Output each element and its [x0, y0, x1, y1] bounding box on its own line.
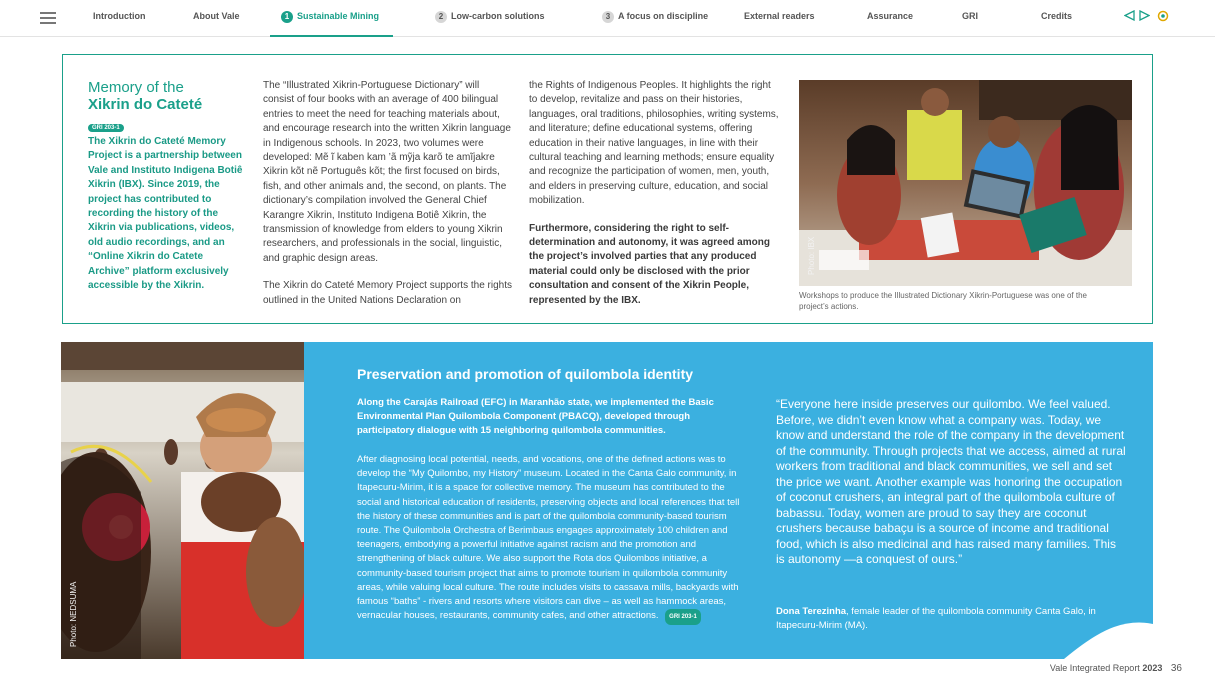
- memory-title-line2: Xikrin do Cateté: [88, 96, 203, 113]
- gri-label: GRI 203-1: [88, 124, 124, 132]
- nav-label: Introduction: [93, 11, 146, 21]
- next-page-icon[interactable]: [1139, 10, 1150, 24]
- previous-page-icon[interactable]: [1124, 10, 1135, 24]
- quilombola-lead: Along the Carajás Railroad (EFC) in Maranhão state, we implemented the Basic Environmental Plan Quilombola Component (PBACQ), developed through participatory dialogue with 15 neighboring quilombola communities.: [357, 397, 714, 437]
- quilombola-title: Preservation and promotion of quilombola identity: [357, 366, 694, 382]
- quilombola-panel: [304, 342, 1153, 659]
- nav-assurance[interactable]: [867, 11, 913, 21]
- page-number: 36: [1170, 663, 1182, 674]
- decorative-wave: [304, 342, 1153, 659]
- menu-icon[interactable]: [40, 12, 56, 24]
- paragraph: the Rights of Indigenous Peoples. It highlights the right to develop, revitalize and pass on their histories, languages, oral traditions, philosophies, writing systems, and literature; define educational systems, offering education in their native languages, in line with their cultural teaching and learning methods; ensure equality and recognize the participation of women, men, youth, and elders in preserving culture, education, and social mobilization.: [529, 80, 779, 207]
- nav-low-carbon-solutions[interactable]: [435, 11, 545, 23]
- chapter-number: 3: [602, 11, 614, 23]
- report-name: Vale Integrated Report: [1049, 663, 1140, 673]
- testimonial-quote: “Everyone here inside preserves our quilombo. We feel valued. Before, we didn’t even know what a company was. Today, we know and understand the role of the company in the development of the community. Through projects that we access, aimed at rural workers from traditional and black communities, we sell and set the price we want. Another example was honoring the occupation of coconut crushers, an integral part of the quilombola culture of babassu. Today, women are proud to say they are coconut crushers because babaçu is a source of income and traditional food, which is also medicinal and has raised many families. This is autonomy —a conquest of ours.”: [776, 397, 1126, 566]
- nav-gri[interactable]: [962, 11, 978, 21]
- workshop-photo-illustration: [799, 80, 1132, 286]
- nav-label: Credits: [1041, 11, 1073, 21]
- nav-label: Assurance: [867, 11, 914, 21]
- chapter-number: 1: [281, 11, 293, 23]
- memory-column-1: [263, 79, 513, 321]
- author-role: , female leader of the quilombola community Canta Galo, in Itapecuru-Mirim (MA).: [776, 606, 1096, 631]
- nav-label: About Vale: [193, 11, 240, 21]
- page-footer: [1050, 663, 1182, 674]
- memory-section: [62, 54, 1153, 324]
- top-navigation: [0, 0, 1215, 37]
- chapter-number: 2: [435, 11, 447, 23]
- nav-introduction[interactable]: [93, 11, 146, 21]
- nav-sustainable-mining[interactable]: [281, 11, 379, 23]
- memory-title-line1: Memory of the: [88, 79, 184, 96]
- active-tab-indicator: [270, 35, 393, 37]
- quilombola-body-text: After diagnosing local potential, needs, and vocations, one of the defined actions was to develop the “My Quilombo, my History” museum. Located in the Canta Galo community, in Itapecuru-Mirim, it is a space for collective memory. The museum has contributed to the social and historical education of residents, preserving objects and local references that tell the history of these communities and is part of the quilombola community-based tourism route. The Quilombola Orchestra of Berimbaus engages approximately 100 children and teenagers, embodying a powerful initiative against racism and the promotion and strengthening of black culture. We also support the Rota dos Quilombos initiative, a community-based tourism project that aims to promote tourism in quilombola community areas, while valuing local culture. The route includes visits to cassava mills, backyards with famous “baths” - rivers and resorts where visitors can dive – as well as hammock areas, vernacular houses, restaurants, community cafes, and other attractions.: [357, 454, 740, 622]
- author-name: Dona Terezinha: [776, 606, 847, 617]
- nav-label: Low-carbon solutions: [451, 11, 545, 21]
- nav-label: External readers: [744, 11, 815, 21]
- paragraph-bold: Furthermore, considering the right to self-determination and autonomy, it was agreed among the project’s involved parties that any produced material could only be disclosed with the prior consultation and consent of the Xikrin People, represented by the IBX.: [529, 222, 770, 306]
- gri-badge: GRI 203-1: [665, 609, 701, 625]
- nav-credits[interactable]: [1041, 11, 1072, 21]
- quilombola-photo-illustration: [61, 342, 304, 659]
- nav-label: A focus on discipline: [618, 11, 709, 21]
- gri-badge: [88, 116, 124, 134]
- home-icon[interactable]: [1157, 10, 1169, 25]
- photo-caption: Workshops to produce the Illustrated Dictionary Xikrin-Portuguese was one of the project’s actions.: [799, 291, 1087, 311]
- nav-label: Sustainable Mining: [297, 11, 380, 21]
- photo-credit: Photo: NEDSUMA: [69, 581, 78, 647]
- memory-column-2: [529, 79, 779, 321]
- paragraph: The Xikrin do Cateté Memory Project supports the rights outlined in the United Nations Declaration on: [263, 280, 512, 306]
- nav-external-readers[interactable]: [744, 11, 815, 21]
- nav-about-vale[interactable]: [193, 11, 240, 21]
- nav-label: GRI: [962, 11, 979, 21]
- memory-lead-text: The Xikrin do Cateté Memory Project is a partnership between Vale and Instituto Indigena Botiê Xikrin (IBX). Since 2019, the project has contributed to recording the history of the Xikrin via publications, videos, old audio recordings, and an “Online Xikrin do Catete Archive” platform exclusively accessible by the Xikrin.: [88, 136, 243, 292]
- paragraph: The “Illustrated Xikrin-Portuguese Dictionary” will consist of four books with an average of 400 bilingual entries to meet the need for teaching materials about, and encourage research into the written Xikrin language in Indigenous schools. In 2023, two volumes were developed: Mẽ ĩ kaben kam ’ã mỹja karõ te amĩjakre Xikrin kõt nẽ Português kõt; the first focused on birds, fish, and other animals and, the second, on plants. The dictionary’s compilation involved the General Chief Karangre Xikrin, Instituto Indigena Botiê Xikrin, the transmission of knowledge from elders to young Xikrin researchers, and professionals in the social, linguistic, and graphic design areas.: [263, 80, 511, 264]
- nav-focus-on-discipline[interactable]: [602, 11, 708, 23]
- workshop-photo: [799, 80, 1132, 286]
- report-year: 2023: [1142, 663, 1163, 673]
- quilombola-photo: [61, 342, 304, 659]
- photo-credit: Photo: IBX: [807, 236, 816, 275]
- memory-title: [88, 79, 202, 113]
